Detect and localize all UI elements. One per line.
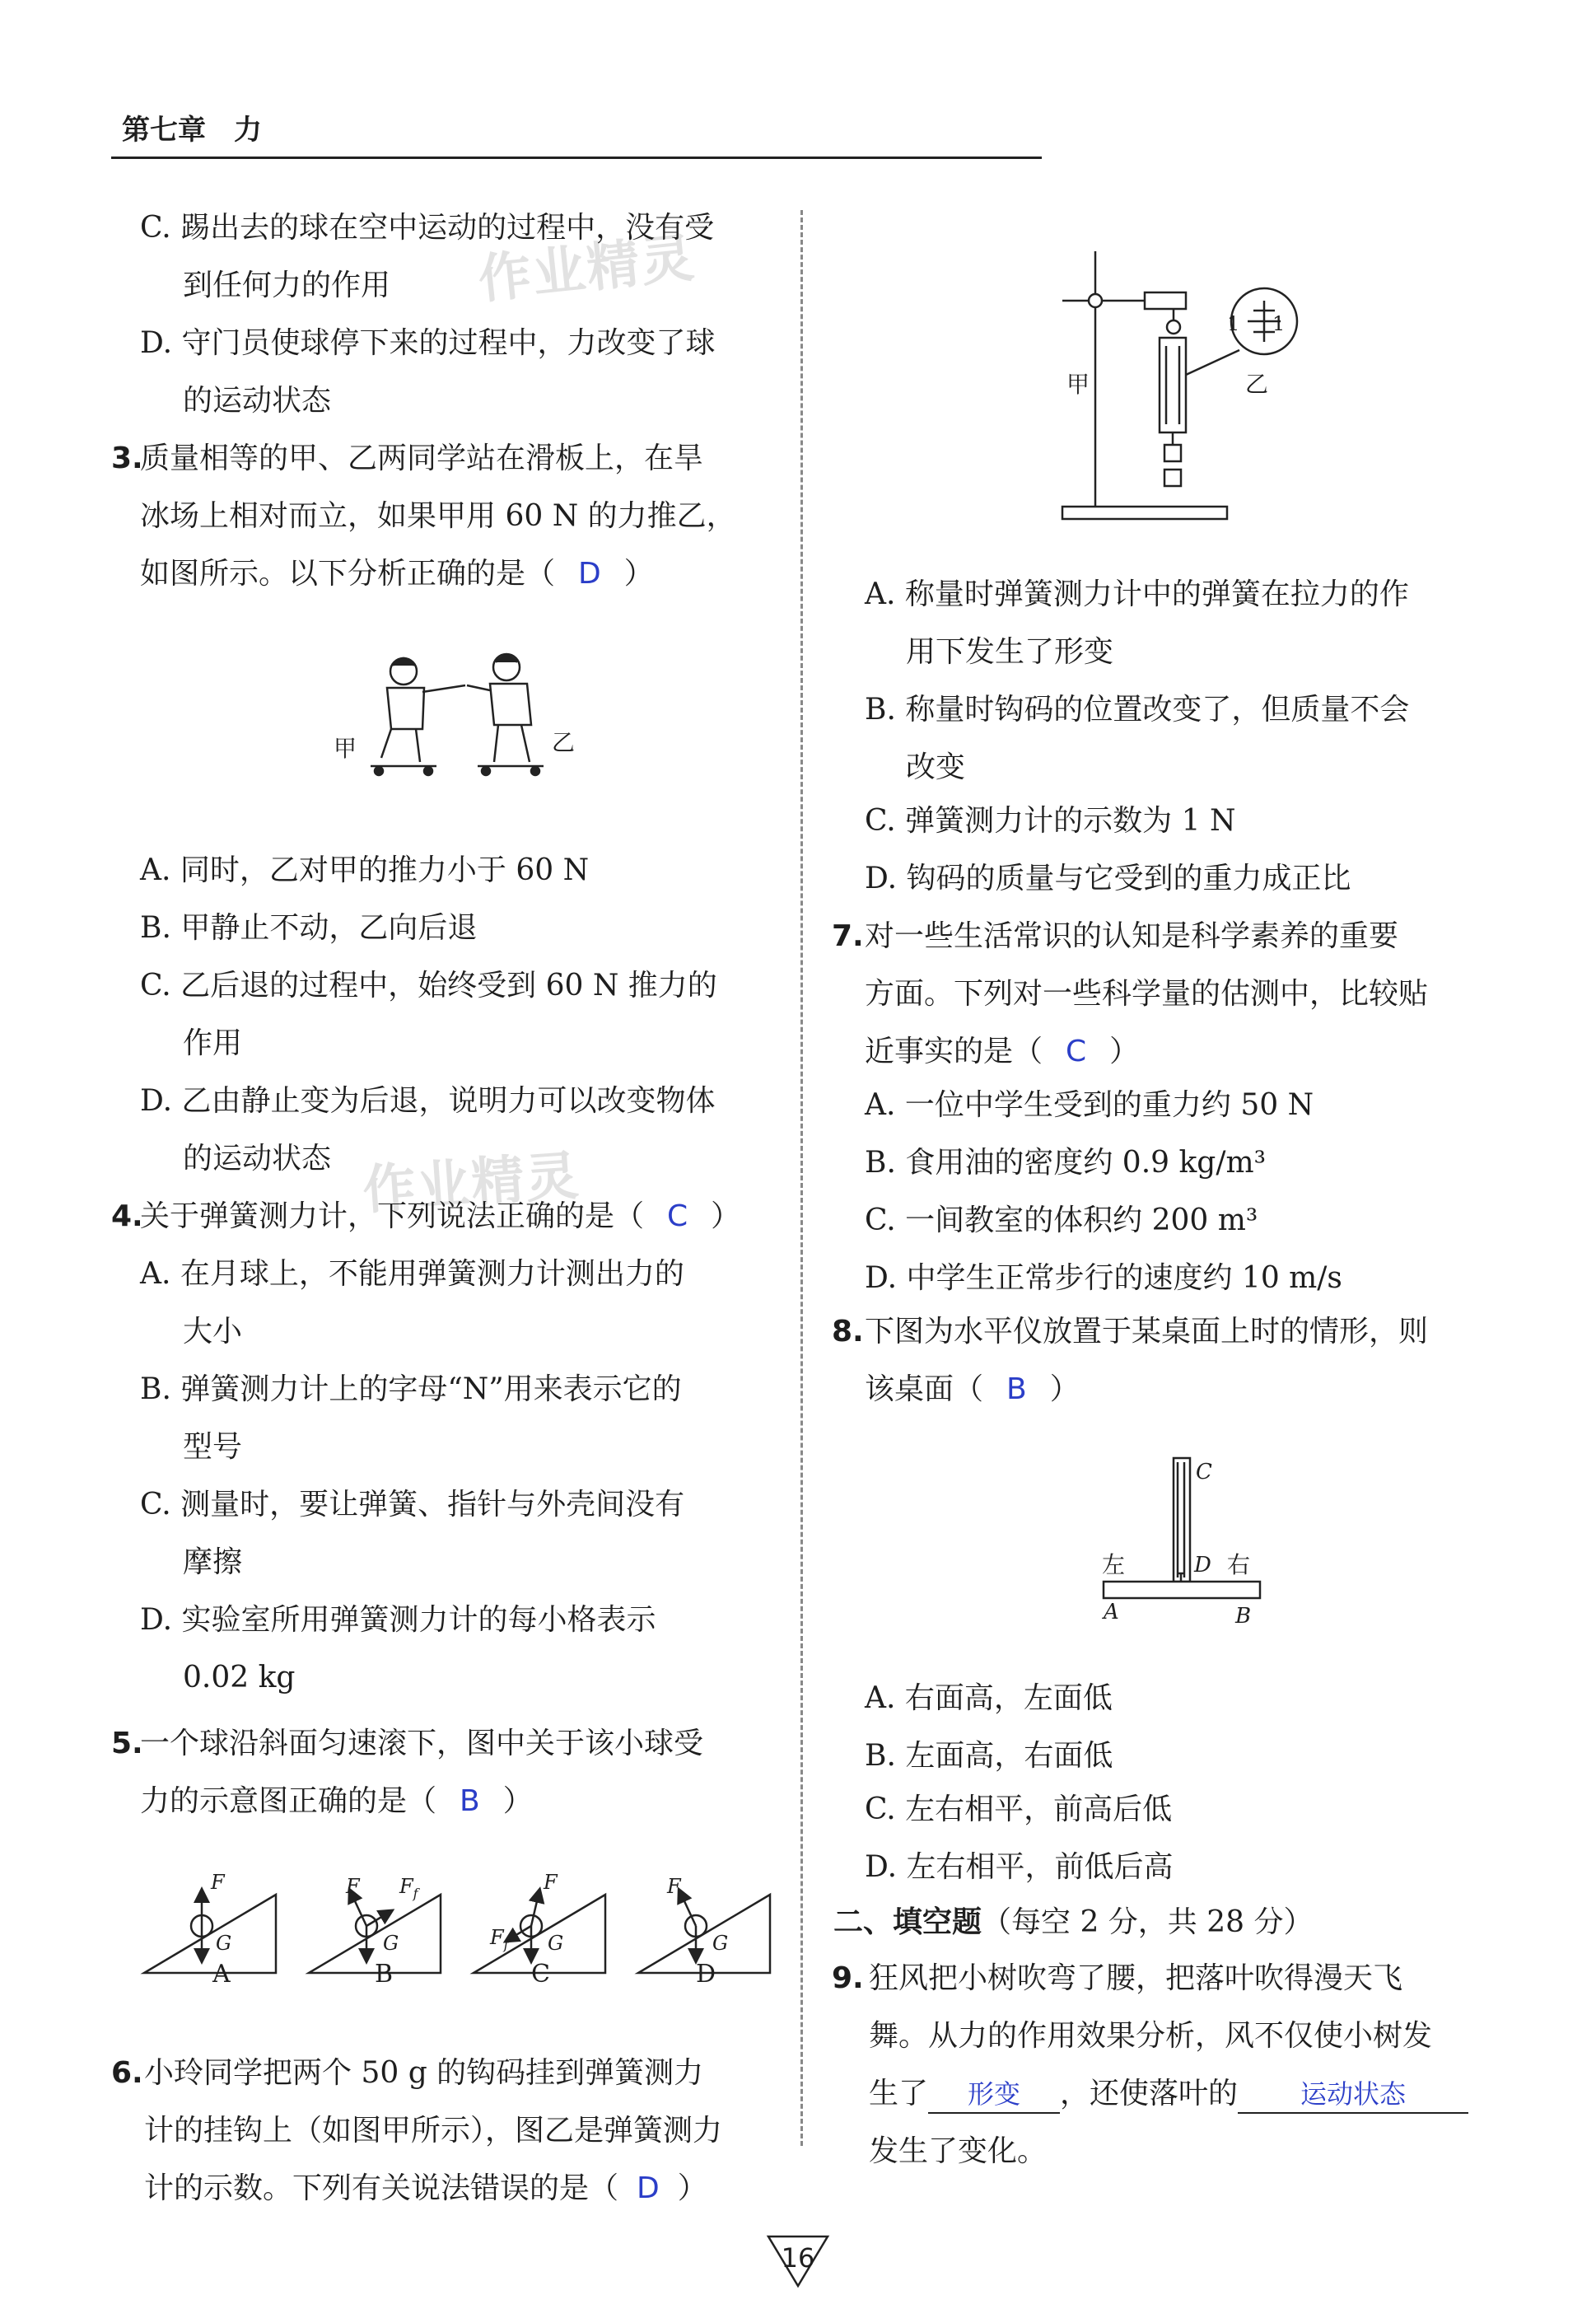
level-label-left: 左 xyxy=(1102,1551,1126,1578)
close-paren: ） xyxy=(1109,1035,1140,1068)
page-number: 16 xyxy=(781,2242,815,2274)
incline-label-d: D xyxy=(696,1960,716,1989)
q7-stem-line2: 方面。下列对一些科学量的估测中，比较贴 xyxy=(865,977,1429,1011)
header-rule xyxy=(111,157,1042,159)
q9-blank-1: 形变 xyxy=(928,2076,1060,2114)
close-paren: ） xyxy=(502,1784,533,1818)
q7-option-d: D. 中学生正常步行的速度约 10 m/s xyxy=(865,1261,1342,1295)
incline-label-c: C xyxy=(531,1960,550,1989)
section-title: 二、填空题 xyxy=(833,1905,982,1939)
force-label-ff xyxy=(399,1868,418,1912)
level-label-a: A xyxy=(1104,1600,1119,1624)
q6-stem-line3 xyxy=(144,2171,707,2207)
q4-stem-text: 关于弹簧测力计，下列说法正确的是（ xyxy=(140,1199,645,1233)
q6-option-b-line2: 改变 xyxy=(906,750,966,784)
force-label-g: G xyxy=(548,1932,564,1955)
q8-stem-line2 xyxy=(865,1372,1080,1408)
close-paren: ） xyxy=(711,1199,741,1233)
skaters-figure xyxy=(325,643,572,791)
force-label-ff-main: F xyxy=(399,1875,413,1898)
q4-option-a-line1: A. 在月球上，不能用弹簧测力计测出力的 xyxy=(140,1257,684,1291)
close-paren: ） xyxy=(623,557,654,591)
q9-text-b: ，还使落叶的 xyxy=(1060,2077,1239,2110)
q7-option-b: B. 食用油的密度约 0.9 kg/m³ xyxy=(865,1146,1267,1180)
q3-stem-text: 如图所示。以下分析正确的是（ xyxy=(140,557,556,591)
force-label-g: G xyxy=(216,1932,232,1955)
q7-option-a: A. 一位中学生受到的重力约 50 N xyxy=(865,1088,1314,1122)
q6-option-d: D. 钩码的质量与它受到的重力成正比 xyxy=(865,862,1351,895)
scale-mark-right: 1 xyxy=(1272,312,1286,335)
q6-stem-line1: 小玲同学把两个 50 g 的钩码挂到弹簧测力 xyxy=(144,2056,704,2090)
q9-stem-line2: 舞。从力的作用效果分析，风不仅使小树发 xyxy=(869,2019,1433,2053)
q7-stem-line3 xyxy=(865,1034,1139,1070)
q5-stem-line1: 一个球沿斜面匀速滚下，图中关于该小球受 xyxy=(140,1727,704,1760)
q9-stem-line3 xyxy=(869,2076,1468,2114)
force-label-f: F xyxy=(667,1875,681,1898)
q3-stem-line2: 冰场上相对而立，如果甲用 60 N 的力推乙， xyxy=(140,499,736,533)
q7-option-c: C. 一间教室的体积约 200 m³ xyxy=(865,1204,1258,1237)
q6-stem-text: 计的示数。下列有关说法错误的是（ xyxy=(144,2171,619,2205)
q4-number: 4. xyxy=(111,1199,143,1233)
q3-stem-line1: 质量相等的甲、乙两同学站在滑板上，在旱 xyxy=(140,442,704,475)
q3-option-d-line2: 的运动状态 xyxy=(183,1142,332,1176)
column-divider xyxy=(800,210,803,2146)
q3-option-c-line1: C. 乙后退的过程中，始终受到 60 N 推力的 xyxy=(140,969,717,1003)
watermark: 作业精灵 xyxy=(475,227,698,311)
q8-option-b: B. 左面高，右面低 xyxy=(865,1739,1113,1773)
q8-answer: B xyxy=(1006,1372,1027,1406)
q8-option-c: C. 左右相平，前高后低 xyxy=(865,1793,1173,1826)
fig-label-jia: 甲 xyxy=(1066,371,1090,398)
q7-stem-line1: 对一些生活常识的认知是科学素养的重要 xyxy=(865,919,1399,953)
level-label-d: D xyxy=(1194,1553,1211,1578)
q3-stem-line3 xyxy=(140,556,654,592)
fig-label-yi: 乙 xyxy=(552,729,576,756)
watermark: 作业精灵 xyxy=(361,1145,582,1222)
force-label-f: F xyxy=(346,1875,360,1898)
q9-text-a: 生了 xyxy=(869,2077,929,2110)
q3-option-b: B. 甲静止不动，乙向后退 xyxy=(140,911,478,945)
q6-option-b-line1: B. 称量时钩码的位置改变了，但质量不会 xyxy=(865,693,1410,727)
q9-stem-line4: 发生了变化。 xyxy=(869,2134,1048,2168)
q3-option-a: A. 同时，乙对甲的推力小于 60 N xyxy=(140,853,590,887)
close-paren: ） xyxy=(677,2171,707,2205)
level-figure xyxy=(1095,1450,1276,1615)
q4-option-b-line1: B. 弹簧测力计上的字母“N”用来表示它的 xyxy=(140,1372,682,1406)
scale-mark-left: 1 xyxy=(1227,312,1240,335)
close-paren: ） xyxy=(1049,1372,1080,1406)
incline-label-b: B xyxy=(375,1960,394,1989)
force-label-g: G xyxy=(712,1932,729,1955)
q3-option-c-line2: 作用 xyxy=(183,1026,243,1060)
q6-option-c: C. 弹簧测力计的示数为 1 N xyxy=(865,804,1236,838)
section-heading xyxy=(833,1905,1314,1941)
q8-stem-line1: 下图为水平仪放置于某桌面上时的情形，则 xyxy=(865,1315,1429,1348)
force-label-g: G xyxy=(383,1932,399,1955)
q7-stem-text: 近事实的是（ xyxy=(865,1035,1043,1068)
q8-stem-text: 该桌面（ xyxy=(865,1372,984,1406)
q5-number: 5. xyxy=(111,1727,143,1760)
spring-scale-figure xyxy=(1054,235,1326,531)
q4-stem xyxy=(140,1199,740,1235)
q5-stem-text: 力的示意图正确的是（ xyxy=(140,1784,437,1818)
q3-option-d-line1: D. 乙由静止变为后退，说明力可以改变物体 xyxy=(140,1084,716,1118)
q9-blank-2: 运动状态 xyxy=(1238,2076,1468,2114)
q4-option-d-line2: 0.02 kg xyxy=(183,1661,296,1694)
q4-option-c-line1: C. 测量时，要让弹簧、指针与外壳间没有 xyxy=(140,1488,685,1521)
level-label-b: B xyxy=(1235,1604,1252,1629)
q2-option-d-line2: 的运动状态 xyxy=(183,384,332,418)
q6-option-a-line2: 用下发生了形变 xyxy=(906,635,1114,669)
q3-answer: D xyxy=(578,557,601,591)
force-label-f: F xyxy=(211,1871,225,1894)
q8-option-a: A. 右面高，左面低 xyxy=(865,1681,1113,1715)
q9-stem-line1: 狂风把小树吹弯了腰，把落叶吹得漫天飞 xyxy=(869,1961,1403,1995)
q8-option-d: D. 左右相平，前低后高 xyxy=(865,1850,1174,1884)
chapter-title: 第七章 力 xyxy=(122,114,262,147)
level-label-c: C xyxy=(1196,1460,1212,1484)
q7-number: 7. xyxy=(832,919,864,953)
q5-stem-line2 xyxy=(140,1783,533,1820)
q6-stem-line2: 计的挂钩上（如图甲所示），图乙是弹簧测力 xyxy=(144,2114,723,2148)
fig-label-jia: 甲 xyxy=(334,735,357,762)
q4-option-b-line2: 型号 xyxy=(183,1430,243,1464)
q9-number: 9. xyxy=(832,1961,864,1995)
force-label-ff xyxy=(490,1919,509,1963)
level-label-right: 右 xyxy=(1227,1551,1251,1578)
incline-label-a: A xyxy=(212,1960,231,1989)
fig-label-yi: 乙 xyxy=(1245,371,1269,398)
incline-figures xyxy=(140,1870,782,2018)
q6-answer: D xyxy=(637,2171,660,2205)
q3-number: 3. xyxy=(111,442,143,475)
force-label-ff-sub: f xyxy=(413,1885,418,1901)
q2-option-c-line1: C. 踢出去的球在空中运动的过程中，没有受 xyxy=(140,211,715,245)
force-label-f: F xyxy=(544,1871,558,1894)
q7-answer: C xyxy=(1066,1035,1087,1068)
q4-option-a-line2: 大小 xyxy=(183,1315,243,1348)
section-note: （每空 2 分，共 28 分） xyxy=(982,1905,1314,1939)
q8-number: 8. xyxy=(832,1315,864,1348)
q5-answer: B xyxy=(460,1784,480,1818)
q4-option-d-line1: D. 实验室所用弹簧测力计的每小格表示 xyxy=(140,1603,656,1637)
force-label-ff-sub: f xyxy=(503,1936,509,1952)
q2-option-d-line1: D. 守门员使球停下来的过程中，力改变了球 xyxy=(140,326,716,360)
q2-option-c-line2: 到任何力的作用 xyxy=(183,269,391,302)
q6-number: 6. xyxy=(111,2056,143,2090)
q6-option-a-line1: A. 称量时弹簧测力计中的弹簧在拉力的作 xyxy=(865,577,1409,611)
force-label-ff-main: F xyxy=(490,1926,504,1949)
q4-option-c-line2: 摩擦 xyxy=(183,1545,243,1579)
q4-answer: C xyxy=(667,1199,688,1233)
